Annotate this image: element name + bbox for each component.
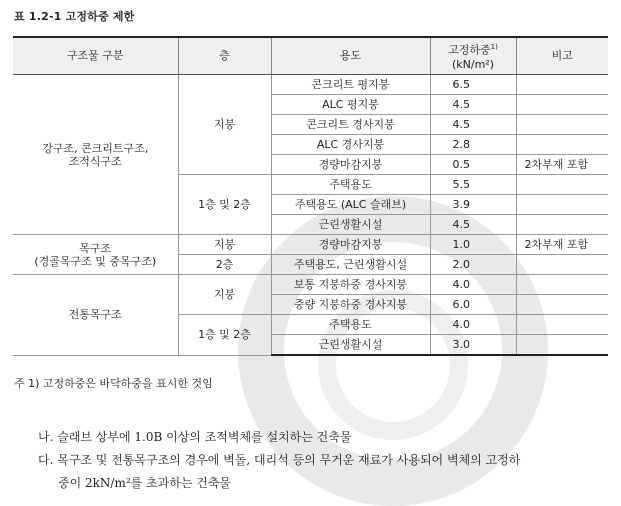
group-wood-line2: (경골목구조 및 중목구조) (34, 254, 157, 268)
use-cell: 주택용도 (271, 315, 430, 335)
paragraph-da-line1: 다. 목구조 및 전통목구조의 경우에 벽돌, 대리석 등의 무거운 재료가 사용되어 벽체의 고정하 (38, 453, 521, 467)
note-cell (516, 195, 608, 215)
use-cell: 근린생활시설 (271, 335, 430, 356)
load-value: 4.0 (430, 315, 516, 335)
table-row (13, 75, 608, 95)
use-cell: ALC 경사지붕 (271, 135, 430, 155)
load-value: 4.5 (430, 95, 516, 115)
header-floor: 층 (178, 37, 271, 75)
load-value: 5.5 (430, 175, 516, 195)
dead-load-table (13, 36, 608, 356)
note-cell (516, 115, 608, 135)
header-load-label: 고정하중 (448, 43, 491, 57)
header-structure: 구조물 구분 (13, 37, 178, 75)
table-row (13, 235, 608, 255)
paragraph-na: 나. 슬래브 상부에 1.0B 이상의 조적벽체를 설치하는 건축물 (38, 430, 352, 444)
group-steel-concrete (13, 75, 178, 235)
group-wood (13, 235, 178, 275)
load-value: 0.5 (430, 155, 516, 175)
load-value: 6.5 (430, 75, 516, 95)
note-cell (516, 335, 608, 356)
load-value: 2.8 (430, 135, 516, 155)
note-cell (516, 135, 608, 155)
floor-roof: 지붕 (178, 275, 271, 315)
use-cell: 경량마감지붕 (271, 155, 430, 175)
use-cell: 콘크리트 평지붕 (271, 75, 430, 95)
load-value: 3.0 (430, 335, 516, 356)
header-load (430, 37, 516, 75)
note-cell (516, 255, 608, 275)
load-value: 4.5 (430, 215, 516, 235)
table-row (13, 275, 608, 295)
group-steel-concrete-line2: 조적식구조 (68, 154, 122, 168)
header-load-unit: (kN/m²) (451, 57, 494, 71)
load-value: 4.5 (430, 115, 516, 135)
note-cell (516, 315, 608, 335)
use-cell: 주택용도, 근린생활시설 (271, 255, 430, 275)
use-cell: ALC 평지붕 (271, 95, 430, 115)
use-cell: 근린생활시설 (271, 215, 430, 235)
floor-2: 2층 (178, 255, 271, 275)
note-cell (516, 175, 608, 195)
use-cell: 중량 지붕하중 경사지붕 (271, 295, 430, 315)
table-caption: 표 1.2-1 고정하중 제한 (14, 10, 135, 23)
header-row (13, 37, 608, 75)
use-cell: 콘크리트 경사지붕 (271, 115, 430, 135)
group-traditional: 전통목구조 (13, 275, 178, 356)
group-wood-line1: 목구조 (79, 241, 112, 255)
floor-roof: 지붕 (178, 75, 271, 175)
use-cell: 경량마감지붕 (271, 235, 430, 255)
load-value: 3.9 (430, 195, 516, 215)
use-cell: 보통 지붕하중 경사지붕 (271, 275, 430, 295)
header-note: 비고 (516, 37, 608, 75)
floor-roof: 지붕 (178, 235, 271, 255)
note-cell (516, 295, 608, 315)
load-value: 4.0 (430, 275, 516, 295)
note-cell: 2차부재 포함 (516, 235, 608, 255)
floor-1-2: 1층 및 2층 (178, 175, 271, 235)
header-load-footnote-mark: 1) (490, 43, 498, 52)
load-value: 2.0 (430, 255, 516, 275)
note-cell (516, 75, 608, 95)
group-steel-concrete-line1: 강구조, 콘크리트구조, (42, 141, 149, 155)
header-use: 용도 (271, 37, 430, 75)
note-cell (516, 275, 608, 295)
table-footnote: 주 1) 고정하중은 바닥하중을 표시한 것임 (14, 377, 213, 390)
floor-1-2: 1층 및 2층 (178, 315, 271, 356)
paragraph-da-line2: 중이 2kN/m²를 초과하는 건축물 (58, 476, 232, 490)
note-cell: 2차부재 포함 (516, 155, 608, 175)
load-value: 6.0 (430, 295, 516, 315)
use-cell: 주택용도 (271, 175, 430, 195)
load-value: 1.0 (430, 235, 516, 255)
note-cell (516, 95, 608, 115)
use-cell: 주택용도 (ALC 슬래브) (271, 195, 430, 215)
note-cell (516, 215, 608, 235)
